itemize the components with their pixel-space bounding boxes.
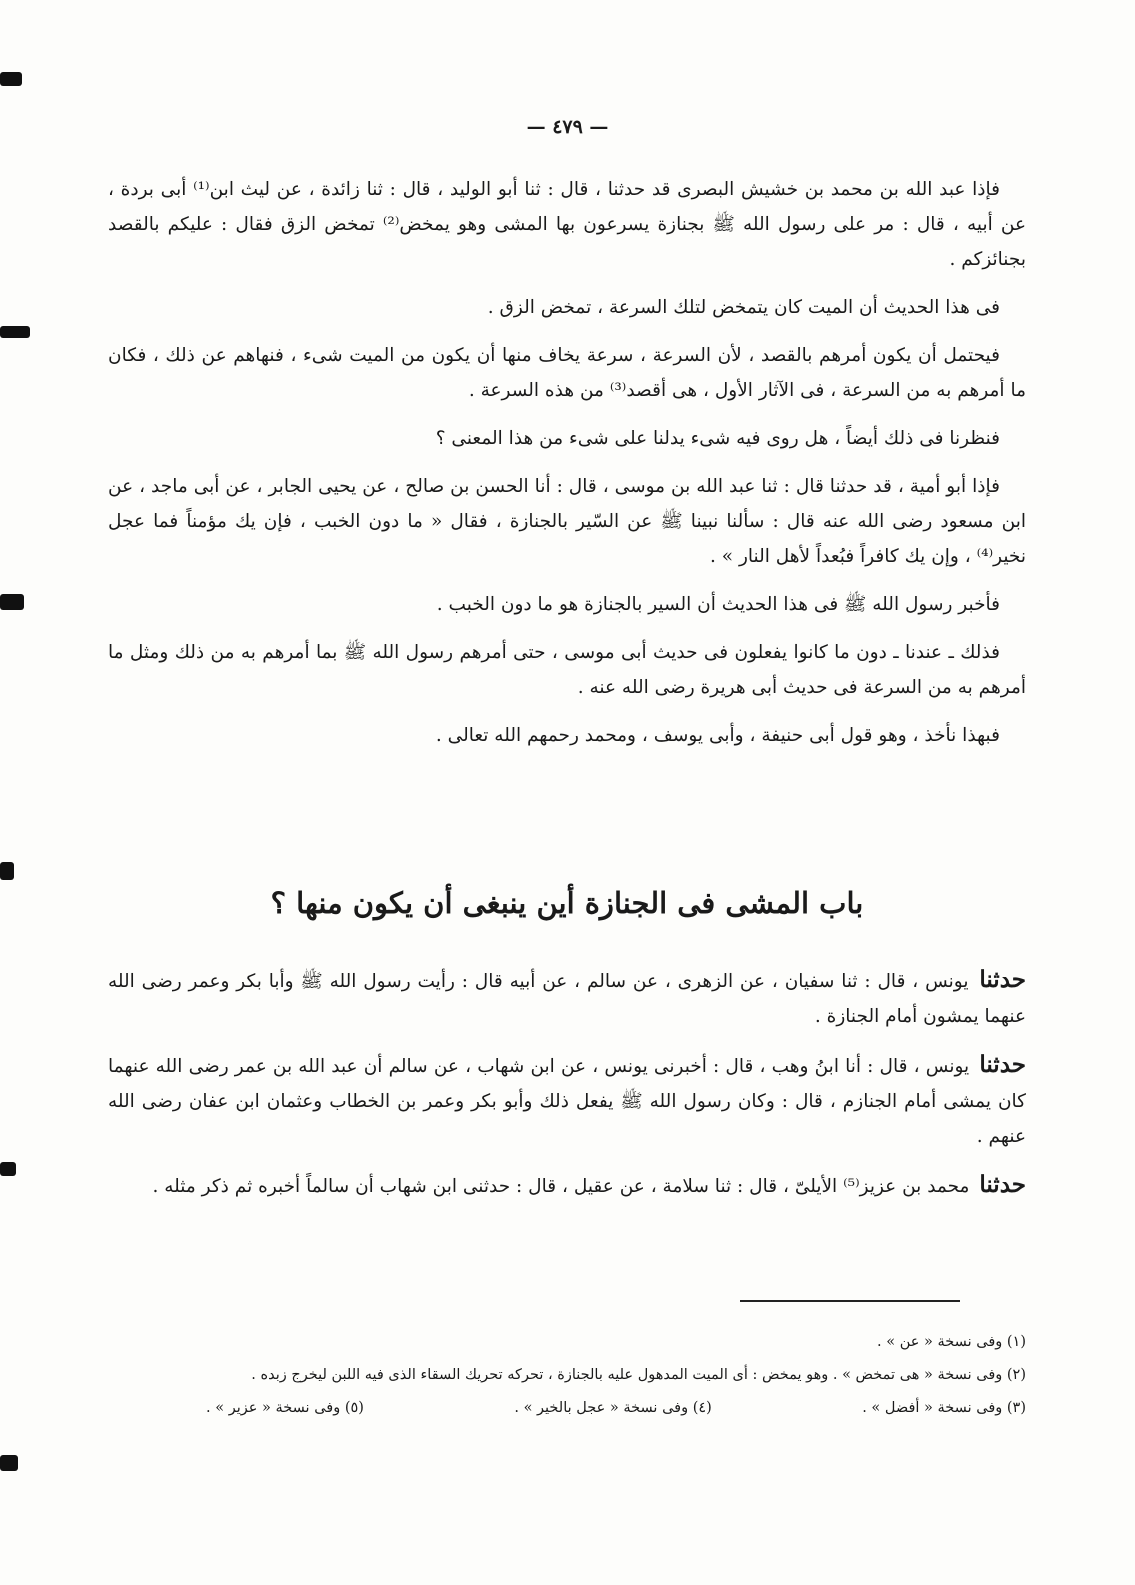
paragraph: فنظرنا فى ذلك أيضاً ، هل روى فيه شىء يدلنا على شىء من هذا المعنى ؟ <box>435 428 1000 449</box>
paragraph: فأخبر رسول الله ﷺ فى هذا الحديث أن السير بالجنازة هو ما دون الخبب . <box>436 594 1000 615</box>
paragraph: فذلك ـ عندنا ـ دون ما كانوا يفعلون فى حديث أبى موسى ، حتى أمرهم رسول الله ﷺ بما أمرهم به من ذلك ومثل ما أمرهم به من السرعة فى حديث أبى هريرة رضى الله عنه . <box>108 642 1026 698</box>
footnote: (٢) وفى نسخة « هى تمخض » . وهو يمخض : أى الميت المدهول عليه بالجنازة ، تحركه تحريك السقاء الذى فيه اللبن ليخرج زبده . <box>251 1367 1026 1383</box>
hadith-lead: حدثنا <box>979 1051 1026 1078</box>
footnote: (٥) وفى نسخة « عزير » . <box>206 1400 364 1416</box>
footnotes <box>108 1330 1026 1421</box>
paragraph: فيحتمل أن يكون أمرهم بالقصد ، لأن السرعة ، سرعة يخاف منها أن يكون من الميت شىء ، فنهاهم عن ذلك ، فكان ما أمرهم به من السرعة ، فى الآثار الأول ، هى أقصد⁽³⁾ من هذه السرعة . <box>108 345 1026 401</box>
binding-mark <box>0 1162 16 1176</box>
hadith-lead: حدثنا <box>979 966 1026 993</box>
chapter-heading: باب المشى فى الجنازة أين ينبغى أن يكون منها ؟ <box>270 886 864 920</box>
binding-mark <box>0 72 22 86</box>
binding-mark <box>0 326 30 338</box>
main-text <box>108 172 1026 766</box>
footnote-divider <box>740 1300 960 1302</box>
paragraph: فإذا عبد الله بن محمد بن خشيش البصرى قد حدثنا ، قال : ثنا أبو الوليد ، قال : ثنا زائدة ، عن ليث ابن⁽¹⁾ أبى بردة ، عن أبيه ، قال : مر على رسول الله ﷺ بجنازة يسرعون بها المشى وهو يمخض⁽²⁾ تمخض الزق فقال : عليكم بالقصد بجنائزكم . <box>108 179 1027 270</box>
footnote: (٤) وفى نسخة « عجل بالخير » . <box>514 1400 712 1416</box>
footnote: (١) وفى نسخة « عن » . <box>877 1334 1026 1350</box>
paragraph: فإذا أبو أمية ، قد حدثنا قال : ثنا عبد الله بن موسى ، قال : أنا الحسن بن صالح ، عن يحيى الجابر ، عن أبى ماجد ، عن ابن مسعود رضى الله عنه قال : سألنا نبينا ﷺ عن السّير بالجنازة ، فقال « ما دون الخبب ، فإن يك مؤمناً فما عجل نخير⁽⁴⁾ ، وإن يك كافراً فبُعداً لأهل النار » . <box>108 476 1026 567</box>
binding-mark <box>0 1455 18 1471</box>
paragraph: فبهذا نأخذ ، وهو قول أبى حنيفة ، وأبى يوسف ، ومحمد رحمهم الله تعالى . <box>435 725 1000 746</box>
hadith-paragraph <box>108 1047 1026 1154</box>
binding-mark <box>0 594 24 610</box>
hadith-paragraph <box>108 962 1026 1034</box>
footnote-row <box>206 1396 1026 1421</box>
section-text <box>108 962 1026 1217</box>
page-number: — ٤٧٩ — <box>526 116 609 138</box>
hadith-paragraph <box>108 1167 1026 1204</box>
paragraph: فى هذا الحديث أن الميت كان يتمخض لتلك السرعة ، تمخض الزق . <box>487 297 1000 318</box>
footnote: (٣) وفى نسخة « أفضل » . <box>862 1400 1026 1416</box>
hadith-text: يونس ، قال : أنا ابنُ وهب ، قال : أخبرنى يونس ، عن ابن شهاب ، عن سالم أن عبد الله بن عمر رضى الله عنهما كان يمشى أمام الجنازم ، قال : وكان رسول الله ﷺ يفعل ذلك وأبو بكر وعمر بن الخطاب وعثمان ابن عفان رضى الله عنهم . <box>108 1056 1026 1147</box>
binding-mark <box>0 862 14 880</box>
hadith-text: محمد بن عزيز⁽⁵⁾ الأيلىّ ، قال : ثنا سلامة ، عن عقيل ، قال : حدثنى ابن شهاب أن سالماً أخبره ثم ذكر مثله . <box>152 1176 970 1197</box>
hadith-text: يونس ، قال : ثنا سفيان ، عن الزهرى ، عن سالم ، عن أبيه قال : رأيت رسول الله ﷺ وأبا بكر وعمر رضى الله عنهما يمشون أمام الجنازة . <box>108 971 1026 1027</box>
hadith-lead: حدثنا <box>979 1171 1026 1198</box>
